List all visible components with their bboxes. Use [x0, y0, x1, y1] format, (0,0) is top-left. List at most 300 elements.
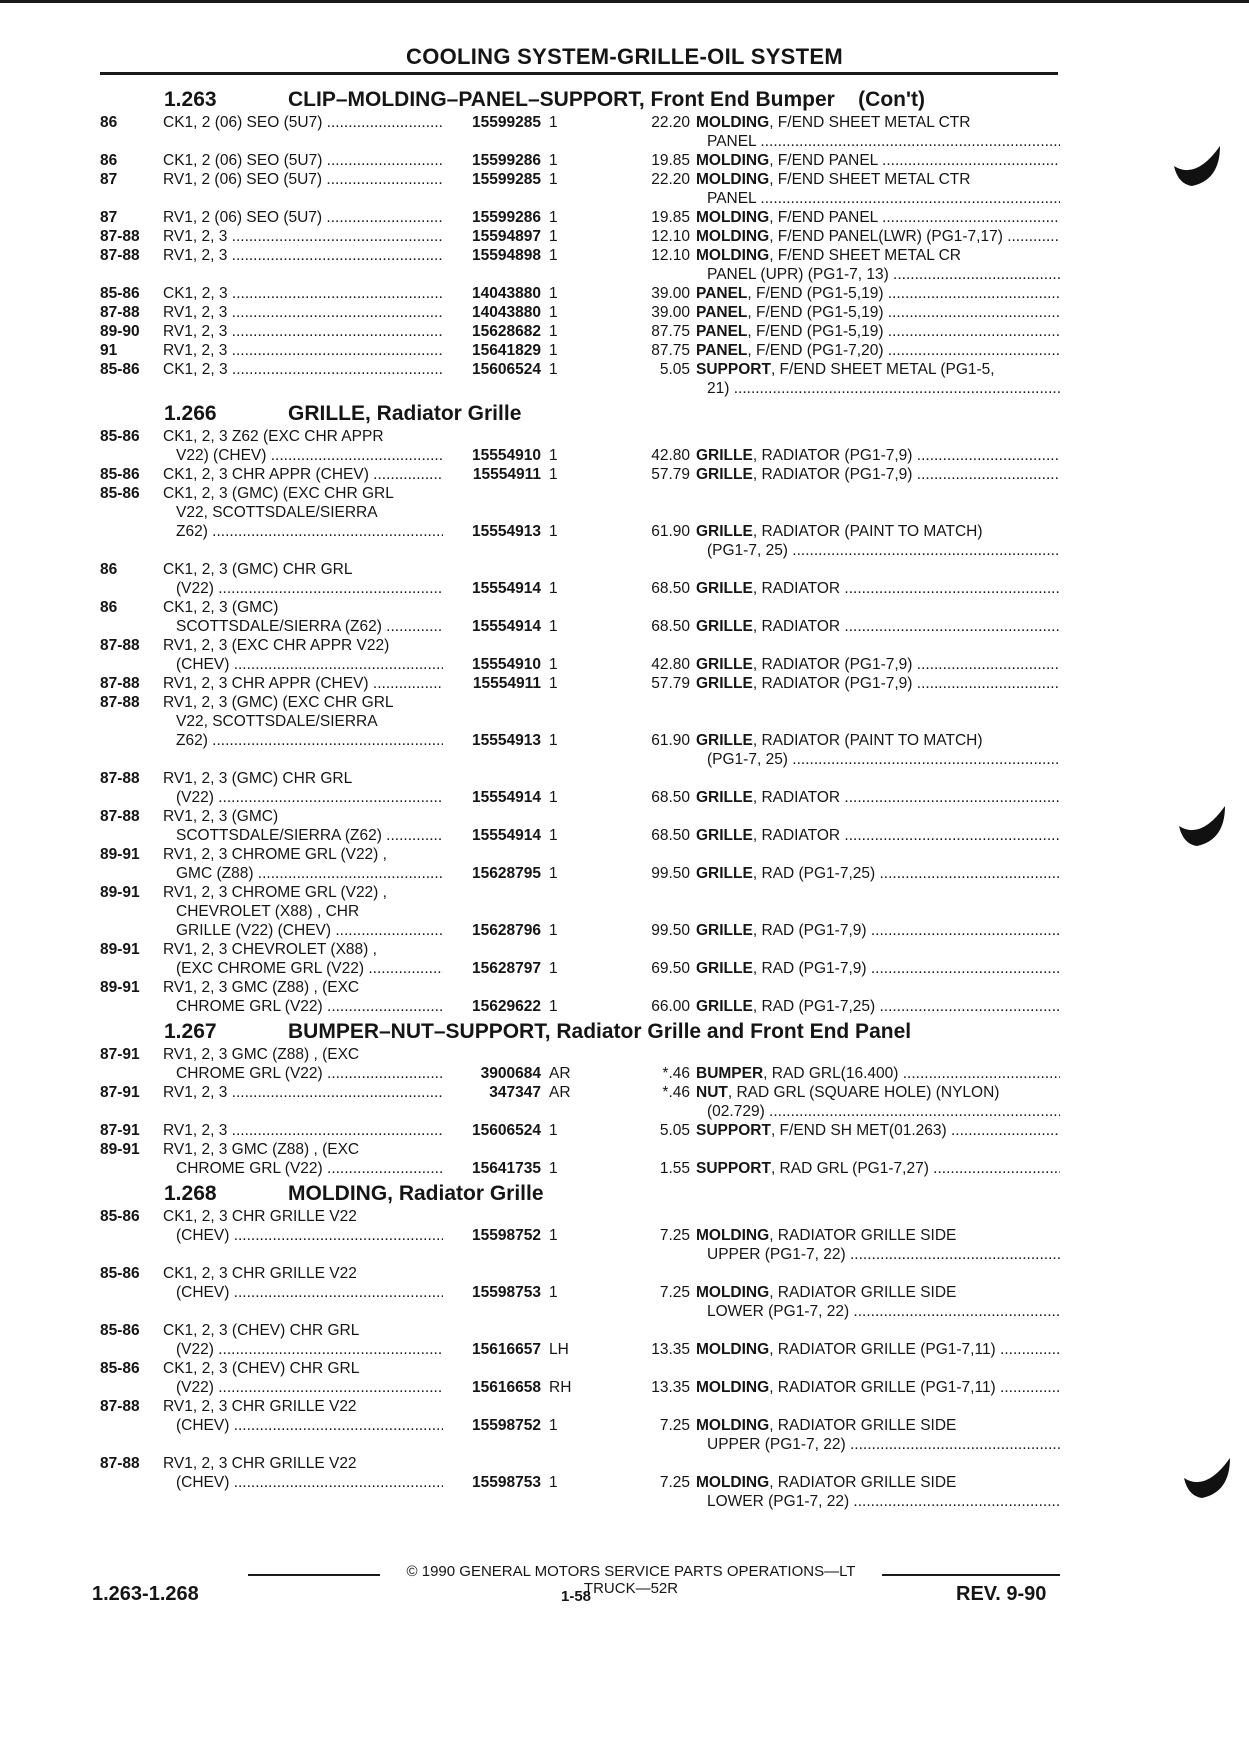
application-text: V22, SCOTTSDALE/SIERRA	[176, 713, 378, 730]
description-text: MOLDING, RADIATOR GRILLE (PG1-7,11) .....	[696, 1340, 1060, 1359]
section-title-line	[288, 88, 925, 112]
description-text: PANEL .....	[707, 132, 1060, 151]
parts-row	[100, 598, 1060, 636]
price: 99.50	[651, 922, 690, 939]
parts-row	[100, 427, 1060, 465]
row-line	[100, 1397, 1060, 1416]
section-suffix: (Con't)	[858, 88, 925, 111]
model-years: 85-86	[100, 1360, 140, 1377]
description-text: PANEL, F/END (PG1-5,19) .....	[696, 284, 1060, 303]
model-years: 85-86	[100, 361, 140, 378]
description-text: MOLDING, RADIATOR GRILLE SIDE	[696, 1227, 957, 1244]
parts-row	[100, 769, 1060, 807]
quantity: LH	[549, 1341, 569, 1358]
quantity: 1	[549, 523, 558, 540]
description-text: PANEL, F/END (PG1-5,19) .....	[696, 322, 1060, 341]
part-number: 15554914	[443, 788, 541, 807]
part-number: 15554911	[443, 465, 541, 484]
row-line	[100, 731, 1060, 750]
quantity: 1	[549, 1417, 558, 1434]
parts-row	[100, 560, 1060, 598]
row-line	[100, 1064, 1060, 1083]
application-text: CHROME GRL (V22) .....	[176, 1064, 537, 1083]
model-years: 86	[100, 152, 118, 169]
application-text: (CHEV) .....	[176, 655, 537, 674]
part-number: 15594897	[443, 227, 541, 246]
part-number: 15628797	[443, 959, 541, 978]
row-line	[100, 360, 1060, 379]
part-number: 15599286	[443, 208, 541, 227]
description-text: MOLDING, F/END PANEL .....	[696, 208, 1060, 227]
parts-row	[100, 1359, 1060, 1397]
parts-row	[100, 151, 1060, 170]
quantity: 1	[549, 323, 558, 340]
application-text: RV1, 2, 3 GMC (Z88) , (EXC	[163, 1046, 360, 1063]
application-text: RV1, 2, 3 .....	[163, 303, 537, 322]
price: 87.75	[651, 342, 690, 359]
title-rule	[100, 72, 1058, 75]
application-text: CHROME GRL (V22) .....	[176, 1159, 537, 1178]
section-title-line	[288, 1020, 911, 1044]
part-number: 14043880	[443, 284, 541, 303]
part-number: 15599285	[443, 113, 541, 132]
quantity: 1	[549, 228, 558, 245]
model-years: 85-86	[100, 285, 140, 302]
model-years: 89-91	[100, 979, 140, 996]
model-years: 85-86	[100, 1208, 140, 1225]
section-number: 1.268	[164, 1182, 217, 1205]
part-number: 15606524	[443, 1121, 541, 1140]
revision: REV. 9-90	[956, 1583, 1047, 1605]
description-text: SUPPORT, RAD GRL (PG1-7,27) .....	[696, 1159, 1060, 1178]
model-years: 87-88	[100, 1398, 140, 1415]
parts-row	[100, 978, 1060, 1016]
parts-row	[100, 807, 1060, 845]
row-line	[100, 617, 1060, 636]
parts-row	[100, 1045, 1060, 1083]
parts-row	[100, 636, 1060, 674]
model-years: 85-86	[100, 466, 140, 483]
application-text: RV1, 2, 3 CHR GRILLE V22	[163, 1398, 357, 1415]
description-text: GRILLE, RADIATOR .....	[696, 826, 1060, 845]
part-number: 15554911	[443, 674, 541, 693]
parts-row	[100, 322, 1060, 341]
description-text: GRILLE, RAD (PG1-7,9) .....	[696, 921, 1060, 940]
row-line	[100, 902, 1060, 921]
application-text: RV1, 2, 3 CHEVROLET (X88) ,	[163, 941, 377, 958]
quantity: 1	[549, 285, 558, 302]
price: 12.10	[651, 228, 690, 245]
part-number: 15616657	[443, 1340, 541, 1359]
price: 68.50	[651, 827, 690, 844]
row-line	[100, 1121, 1060, 1140]
parts-row	[100, 1397, 1060, 1454]
row-line	[100, 693, 1060, 712]
model-years: 87-88	[100, 808, 140, 825]
section-number: 1.267	[164, 1020, 217, 1043]
price: 42.80	[651, 447, 690, 464]
application-text: CK1, 2, 3 (GMC)	[163, 599, 279, 616]
row-line	[100, 1264, 1060, 1283]
description-text: MOLDING, RADIATOR GRILLE SIDE	[696, 1474, 957, 1491]
quantity: 1	[549, 998, 558, 1015]
row-line	[100, 1302, 1060, 1321]
parts-row	[100, 1121, 1060, 1140]
row-line	[100, 189, 1060, 208]
quantity: 1	[549, 114, 558, 131]
price: 99.50	[651, 865, 690, 882]
row-line	[100, 265, 1060, 284]
description-text: LOWER (PG1-7, 22) .....	[707, 1492, 1060, 1511]
model-years: 86	[100, 114, 118, 131]
row-line	[100, 322, 1060, 341]
application-text: CK1, 2, 3 CHR GRILLE V22	[163, 1208, 357, 1225]
application-text: CK1, 2, 3 .....	[163, 284, 537, 303]
quantity: 1	[549, 865, 558, 882]
part-number: 15554910	[443, 655, 541, 674]
application-text: CK1, 2 (06) SEO (5U7) .....	[163, 151, 537, 170]
row-line	[100, 750, 1060, 769]
price: 57.79	[651, 675, 690, 692]
price: 13.35	[651, 1379, 690, 1396]
row-line	[100, 1492, 1060, 1511]
row-line	[100, 208, 1060, 227]
quantity: 1	[549, 447, 558, 464]
application-text: RV1, 2 (06) SEO (5U7) .....	[163, 208, 537, 227]
row-line	[100, 1245, 1060, 1264]
part-number: 15554910	[443, 446, 541, 465]
description-text: MOLDING, RADIATOR GRILLE SIDE	[696, 1417, 957, 1434]
footer-rule-left	[248, 1574, 380, 1576]
price: 5.05	[659, 1122, 690, 1139]
description-text: LOWER (PG1-7, 22) .....	[707, 1302, 1060, 1321]
application-text: Z62) .....	[176, 731, 537, 750]
row-line	[100, 655, 1060, 674]
application-text: CK1, 2, 3 (CHEV) CHR GRL	[163, 1360, 360, 1377]
application-text: RV1, 2, 3 .....	[163, 1083, 537, 1102]
price: 69.50	[651, 960, 690, 977]
description-text: GRILLE, RADIATOR (PG1-7,9) .....	[696, 446, 1060, 465]
quantity: 1	[549, 580, 558, 597]
row-line	[100, 522, 1060, 541]
application-text: CK1, 2, 3 (GMC) CHR GRL	[163, 561, 353, 578]
model-years: 89-91	[100, 941, 140, 958]
description-text: GRILLE, RADIATOR .....	[696, 617, 1060, 636]
price: 68.50	[651, 789, 690, 806]
description-text: (PG1-7, 25) .....	[707, 541, 1060, 560]
application-text: CK1, 2, 3 CHR GRILLE V22	[163, 1265, 357, 1282]
application-text: CK1, 2 (06) SEO (5U7) .....	[163, 113, 537, 132]
row-line	[100, 1159, 1060, 1178]
description-text: NUT, RAD GRL (SQUARE HOLE) (NYLON)	[696, 1084, 1000, 1101]
description-text: MOLDING, F/END PANEL(LWR) (PG1-7,17) .....	[696, 227, 1060, 246]
parts-row	[100, 341, 1060, 360]
model-years: 87-91	[100, 1046, 140, 1063]
row-line	[100, 427, 1060, 446]
parts-row	[100, 360, 1060, 398]
section-title: CLIP–MOLDING–PANEL–SUPPORT, Front End Bumper	[288, 88, 835, 111]
quantity: 1	[549, 1160, 558, 1177]
row-line	[100, 1207, 1060, 1226]
row-line	[100, 845, 1060, 864]
description-text: PANEL, F/END (PG1-5,19) .....	[696, 303, 1060, 322]
part-number: 15616658	[443, 1378, 541, 1397]
part-number: 15598752	[443, 1226, 541, 1245]
page-title: COOLING SYSTEM-GRILLE-OIL SYSTEM	[406, 44, 843, 69]
model-years: 85-86	[100, 485, 140, 502]
quantity: 1	[549, 247, 558, 264]
quantity: 1	[549, 827, 558, 844]
parts-row	[100, 674, 1060, 693]
row-line	[100, 465, 1060, 484]
description-text: (PG1-7, 25) .....	[707, 750, 1060, 769]
row-line	[100, 446, 1060, 465]
description-text: GRILLE, RAD (PG1-7,25) .....	[696, 864, 1060, 883]
quantity: 1	[549, 342, 558, 359]
description-text: 21) .....	[707, 379, 1060, 398]
application-text: CK1, 2, 3 (CHEV) CHR GRL	[163, 1322, 360, 1339]
application-text: Z62) .....	[176, 522, 537, 541]
application-text: CK1, 2, 3 (GMC) (EXC CHR GRL	[163, 485, 394, 502]
application-text: RV1, 2, 3 (GMC) CHR GRL	[163, 770, 353, 787]
row-line	[100, 113, 1060, 132]
quantity: 1	[549, 675, 558, 692]
price: 61.90	[651, 523, 690, 540]
application-text: (V22) .....	[176, 1340, 537, 1359]
row-line	[100, 1102, 1060, 1121]
model-years: 87-88	[100, 637, 140, 654]
quantity: 1	[549, 960, 558, 977]
row-line	[100, 940, 1060, 959]
section-header	[100, 1016, 1060, 1045]
row-line	[100, 1083, 1060, 1102]
application-text: CK1, 2, 3 CHR APPR (CHEV) .....	[163, 465, 537, 484]
parts-row	[100, 940, 1060, 978]
binder-hole-icon	[1175, 800, 1229, 854]
parts-row	[100, 1207, 1060, 1264]
row-line	[100, 151, 1060, 170]
description-text: GRILLE, RADIATOR (PG1-7,9) .....	[696, 655, 1060, 674]
row-line	[100, 978, 1060, 997]
part-number: 15599285	[443, 170, 541, 189]
section-number: 1.263	[164, 88, 217, 111]
section-title-line	[288, 1182, 544, 1206]
description-text: GRILLE, RADIATOR (PAINT TO MATCH)	[696, 732, 983, 749]
parts-row	[100, 883, 1060, 940]
application-text: (CHEV) .....	[176, 1226, 537, 1245]
price: 39.00	[651, 285, 690, 302]
part-number: 15598752	[443, 1416, 541, 1435]
application-text: RV1, 2, 3 .....	[163, 341, 537, 360]
row-line	[100, 1340, 1060, 1359]
row-line	[100, 132, 1060, 151]
model-years: 87-91	[100, 1084, 140, 1101]
price: 7.25	[659, 1227, 690, 1244]
row-line	[100, 1473, 1060, 1492]
application-text: CK1, 2, 3 Z62 (EXC CHR APPR	[163, 428, 384, 445]
description-text: MOLDING, RADIATOR GRILLE (PG1-7,11) .....	[696, 1378, 1060, 1397]
model-years: 87-88	[100, 1455, 140, 1472]
row-line	[100, 484, 1060, 503]
row-line	[100, 674, 1060, 693]
application-text: RV1, 2, 3 GMC (Z88) , (EXC	[163, 979, 360, 996]
row-line	[100, 769, 1060, 788]
row-line	[100, 1226, 1060, 1245]
parts-row	[100, 484, 1060, 560]
price: 57.79	[651, 466, 690, 483]
row-line	[100, 341, 1060, 360]
description-text: GRILLE, RADIATOR .....	[696, 788, 1060, 807]
row-line	[100, 807, 1060, 826]
quantity: 1	[549, 1474, 558, 1491]
row-line	[100, 636, 1060, 655]
section-header	[100, 1178, 1060, 1207]
row-line	[100, 503, 1060, 522]
description-text: MOLDING, F/END SHEET METAL CR	[696, 247, 961, 264]
model-years: 86	[100, 561, 118, 578]
price: 22.20	[651, 171, 690, 188]
parts-row	[100, 1083, 1060, 1121]
section-number: 1.266	[164, 402, 217, 425]
description-text: MOLDING, F/END SHEET METAL CTR	[696, 171, 971, 188]
part-number: 15628796	[443, 921, 541, 940]
description-text: MOLDING, F/END PANEL .....	[696, 151, 1060, 170]
quantity: 1	[549, 209, 558, 226]
row-line	[100, 1045, 1060, 1064]
price: 1.55	[659, 1160, 690, 1177]
row-line	[100, 560, 1060, 579]
binder-hole-icon	[1180, 1452, 1234, 1506]
application-text: RV1, 2, 3 GMC (Z88) , (EXC	[163, 1141, 360, 1158]
section-title-line	[288, 402, 521, 426]
application-text: RV1, 2, 3 (GMC) (EXC CHR GRL	[163, 694, 394, 711]
part-number: 15554914	[443, 579, 541, 598]
section-header	[100, 84, 1060, 113]
quantity: 1	[549, 1284, 558, 1301]
row-line	[100, 1454, 1060, 1473]
model-years: 87-88	[100, 770, 140, 787]
price: 42.80	[651, 656, 690, 673]
application-text: SCOTTSDALE/SIERRA (Z62) .....	[176, 826, 537, 845]
row-line	[100, 227, 1060, 246]
footer-rule-right	[882, 1574, 1060, 1576]
description-text: UPPER (PG1-7, 22) .....	[707, 1245, 1060, 1264]
description-text: GRILLE, RADIATOR (PG1-7,9) .....	[696, 674, 1060, 693]
part-number: 15641735	[443, 1159, 541, 1178]
price: 19.85	[651, 209, 690, 226]
application-text: (CHEV) .....	[176, 1283, 537, 1302]
application-text: RV1, 2, 3 CHROME GRL (V22) ,	[163, 846, 387, 863]
row-line	[100, 303, 1060, 322]
top-border	[0, 0, 1249, 3]
application-text: CHEVROLET (X88) , CHR	[176, 903, 360, 920]
parts-row	[100, 1321, 1060, 1359]
application-text: RV1, 2, 3 .....	[163, 322, 537, 341]
description-text: MOLDING, RADIATOR GRILLE SIDE	[696, 1284, 957, 1301]
application-text: V22) (CHEV) .....	[176, 446, 537, 465]
row-line	[100, 1321, 1060, 1340]
section-title: MOLDING, Radiator Grille	[288, 1182, 544, 1205]
section-title: GRILLE, Radiator Grille	[288, 402, 522, 425]
application-text: (EXC CHROME GRL (V22) .....	[176, 959, 537, 978]
application-text: (CHEV) .....	[176, 1416, 537, 1435]
description-text: (02.729) .....	[707, 1102, 1060, 1121]
application-text: RV1, 2, 3 (EXC CHR APPR V22)	[163, 637, 390, 654]
model-years: 85-86	[100, 428, 140, 445]
parts-row	[100, 170, 1060, 208]
price: 39.00	[651, 304, 690, 321]
binder-hole-icon	[1170, 140, 1224, 194]
part-number: 15598753	[443, 1473, 541, 1492]
application-text: (V22) .....	[176, 788, 537, 807]
quantity: 1	[549, 171, 558, 188]
model-years: 87-88	[100, 228, 140, 245]
price: 87.75	[651, 323, 690, 340]
application-text: RV1, 2, 3 (GMC)	[163, 808, 279, 825]
part-number: 14043880	[443, 303, 541, 322]
model-years: 87	[100, 209, 118, 226]
price: *.46	[662, 1084, 690, 1101]
application-text: RV1, 2, 3 CHROME GRL (V22) ,	[163, 884, 387, 901]
part-number: 15606524	[443, 360, 541, 379]
row-line	[100, 959, 1060, 978]
model-years: 87	[100, 171, 118, 188]
model-years: 85-86	[100, 1322, 140, 1339]
parts-row	[100, 227, 1060, 246]
part-number: 347347	[443, 1083, 541, 1102]
price: 12.10	[651, 247, 690, 264]
price: 7.25	[659, 1417, 690, 1434]
application-text: RV1, 2, 3 .....	[163, 1121, 537, 1140]
part-number: 15641829	[443, 341, 541, 360]
price: 22.20	[651, 114, 690, 131]
parts-row	[100, 693, 1060, 769]
quantity: 1	[549, 466, 558, 483]
parts-row	[100, 465, 1060, 484]
copyright: © 1990 GENERAL MOTORS SERVICE PARTS OPERATIONS—LT TRUCK—52R	[406, 1563, 856, 1597]
quantity: 1	[549, 361, 558, 378]
parts-row	[100, 284, 1060, 303]
application-text: V22, SCOTTSDALE/SIERRA	[176, 504, 378, 521]
parts-row	[100, 208, 1060, 227]
price: 5.05	[659, 361, 690, 378]
application-text: RV1, 2, 3 .....	[163, 246, 537, 265]
price: *.46	[662, 1065, 690, 1082]
parts-row	[100, 113, 1060, 151]
row-line	[100, 788, 1060, 807]
description-text: PANEL .....	[707, 189, 1060, 208]
description-text: PANEL, F/END (PG1-7,20) .....	[696, 341, 1060, 360]
description-text: GRILLE, RAD (PG1-7,9) .....	[696, 959, 1060, 978]
part-number: 15554914	[443, 617, 541, 636]
page-number: 1-58	[561, 1588, 592, 1605]
quantity: 1	[549, 732, 558, 749]
row-line	[100, 170, 1060, 189]
row-line	[100, 1435, 1060, 1454]
quantity: 1	[549, 618, 558, 635]
row-line	[100, 541, 1060, 560]
description-text: MOLDING, F/END SHEET METAL CTR	[696, 114, 971, 131]
parts-row	[100, 1454, 1060, 1511]
quantity: 1	[549, 922, 558, 939]
model-years: 87-88	[100, 675, 140, 692]
quantity: 1	[549, 152, 558, 169]
part-number: 15628682	[443, 322, 541, 341]
model-years: 89-91	[100, 884, 140, 901]
application-text: SCOTTSDALE/SIERRA (Z62) .....	[176, 617, 537, 636]
application-text: RV1, 2, 3 CHR APPR (CHEV) .....	[163, 674, 537, 693]
description-text: GRILLE, RADIATOR (PG1-7,9) .....	[696, 465, 1060, 484]
